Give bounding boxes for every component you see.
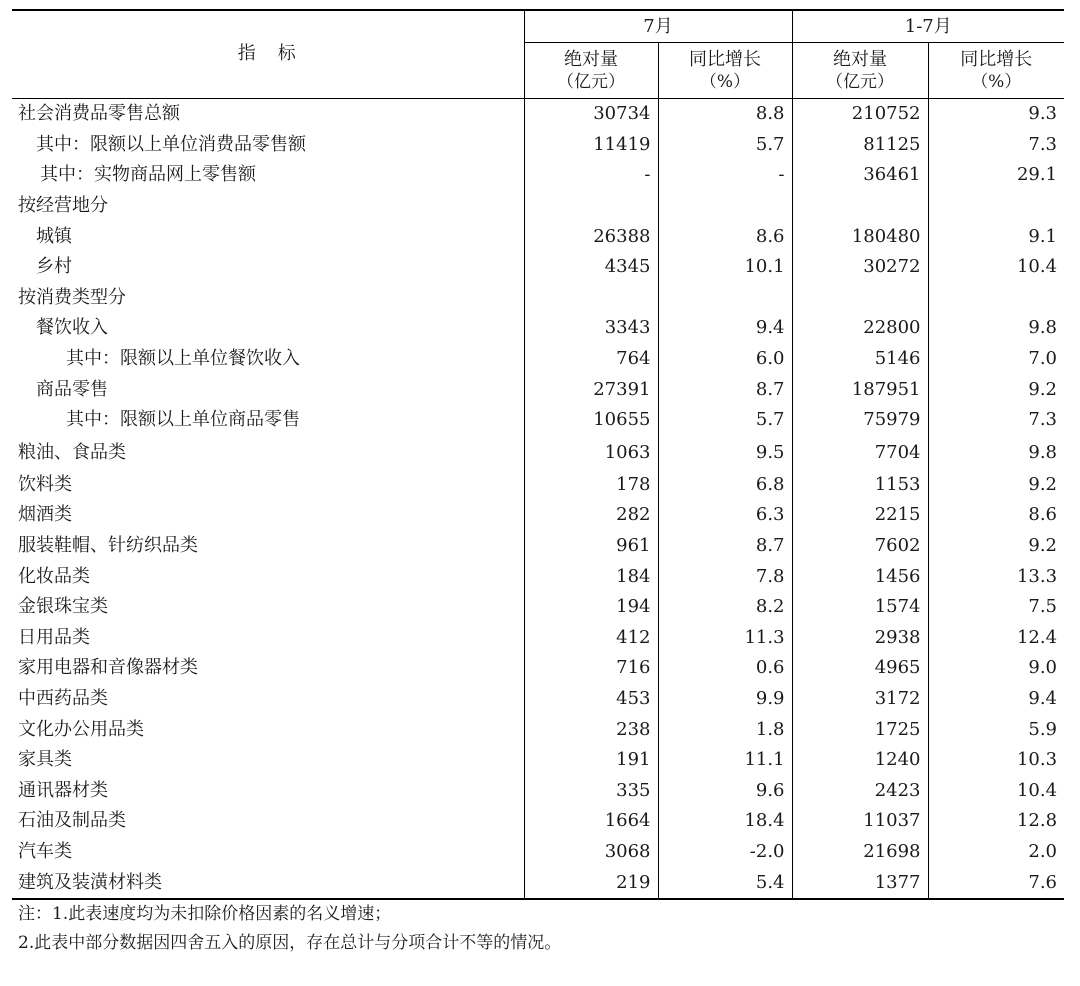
row-label: 按经营地分 [12,191,524,222]
month-abs-cell [524,283,658,314]
row-label: 其中：限额以上单位商品零售 [12,405,524,436]
month-growth-cell: 8.6 [658,221,792,252]
cumulative-abs-cell: 1240 [792,745,928,776]
row-label: 其中：实物商品网上零售额 [12,160,524,191]
month-growth-cell: 9.6 [658,775,792,806]
table-row [12,592,1064,623]
cumulative-abs-cell: 1456 [792,561,928,592]
month-abs-cell: 282 [524,500,658,531]
row-label: 社会消费品零售总额 [12,99,524,130]
table-row [12,500,1064,531]
row-label: 乡村 [12,252,524,283]
row-label: 文化办公用品类 [12,714,524,745]
cumulative-abs-cell: 75979 [792,405,928,436]
cumulative-abs-cell: 81125 [792,130,928,161]
cumulative-growth-cell [928,283,1064,314]
month-growth-cell: 9.9 [658,684,792,715]
table-row [12,344,1064,375]
cumulative-growth-cell: 9.0 [1028,657,1058,679]
table-row [12,653,1064,684]
table-row [12,623,1064,654]
table-row [12,684,1064,715]
month-growth-cell: 9.4 [658,313,792,344]
cumulative-abs-cell: 210752 [792,99,928,130]
abs-unit: （亿元） [557,71,625,92]
table-row [12,313,1064,344]
table-row [12,436,1064,470]
cumulative-growth-cell: 12.8 [1016,810,1058,832]
month-growth-cell: 18.4 [658,806,792,837]
month-group-header: 7月 [524,10,792,43]
month-abs-cell: 3068 [524,837,658,868]
row-label: 中西药品类 [12,684,524,715]
cumulative-growth-cell: 7.6 [928,867,1064,899]
growth-label: 同比增长 [689,48,761,70]
cumulative-growth-cell: 9.4 [1028,687,1058,709]
month-growth-cell [658,283,792,314]
month-growth-cell: 6.8 [658,470,792,501]
table-body [12,99,1064,899]
cumulative-growth-cell: 9.8 [1028,317,1058,339]
cumulative-abs-cell: 1377 [792,867,928,899]
row-label: 饮料类 [12,470,524,501]
row-label: 汽车类 [12,837,524,868]
month-abs-cell: 184 [524,561,658,592]
month-growth-cell: 8.7 [658,531,792,562]
month-abs-cell: 961 [524,531,658,562]
table-row [12,130,1064,161]
cumulative-abs-cell: 180480 [792,221,928,252]
indicator-header: 指 标 [12,10,524,99]
cumulative-abs-cell: 7602 [792,531,928,562]
table-row [12,531,1064,562]
month-growth-cell: 7.8 [658,561,792,592]
cumulative-growth-header [928,43,1064,99]
month-growth-cell: 11.3 [658,623,792,654]
row-label: 按消费类型分 [12,283,524,314]
cumulative-abs-cell: 187951 [792,374,928,405]
cumulative-growth-cell: 9.2 [1028,535,1058,557]
cumulative-abs-cell: 30272 [792,252,928,283]
cumulative-growth-cell: 29.1 [1016,164,1058,186]
cumulative-growth-cell: 10.4 [1016,256,1058,278]
row-label: 通讯器材类 [12,775,524,806]
growth-unit: （%） [699,71,751,92]
row-label: 餐饮收入 [12,313,524,344]
cumulative-abs-cell [792,283,928,314]
table-row [12,283,1064,314]
cumulative-abs-cell [792,191,928,222]
cumulative-growth-cell: 7.5 [1028,596,1058,618]
table-notes [18,900,561,958]
row-label: 粮油、食品类 [12,436,524,470]
month-growth-cell: 8.7 [658,374,792,405]
table-row [12,775,1064,806]
cumulative-growth-cell: 13.3 [1016,565,1058,587]
cumulative-growth-cell: 10.4 [1016,779,1058,801]
cumulative-growth-cell: 9.2 [1028,378,1058,400]
cumulative-growth-cell: 9.2 [1028,473,1058,495]
month-growth-cell: 11.1 [658,745,792,776]
month-abs-cell: - [524,160,658,191]
month-growth-cell: 8.8 [658,99,792,130]
month-abs-cell: 4345 [524,252,658,283]
note-2: 2.此表中部分数据因四舍五入的原因，存在总计与分项合计不等的情况。 [18,933,562,953]
table-row [12,221,1064,252]
month-abs-cell [524,191,658,222]
month-growth-cell: 6.0 [658,344,792,375]
month-abs-cell: 178 [524,470,658,501]
month-abs-cell: 10655 [524,405,658,436]
cumulative-growth-cell [928,191,1064,222]
cumulative-abs-cell: 11037 [792,806,928,837]
month-growth-cell: - [658,160,792,191]
cumulative-growth-cell: 9.8 [1028,441,1058,463]
month-growth-cell: 5.7 [658,130,792,161]
table-row [12,191,1064,222]
month-growth-cell: 6.3 [658,500,792,531]
cumulative-growth-cell: 8.6 [1028,504,1058,526]
abs-label: 绝对量 [833,48,888,70]
month-growth-cell: 1.8 [658,714,792,745]
cumulative-abs-cell: 21698 [792,837,928,868]
growth-unit: （%） [971,71,1022,92]
cumulative-growth-cell: 10.3 [1016,749,1058,771]
cumulative-growth-cell: 7.3 [1028,409,1058,431]
row-label: 其中：限额以上单位餐饮收入 [12,344,524,375]
table-row [12,837,1064,868]
row-label: 家用电器和音像器材类 [12,653,524,684]
table-row [12,374,1064,405]
table-row [12,405,1064,436]
row-label: 烟酒类 [12,500,524,531]
month-abs-cell: 30734 [524,99,658,130]
month-growth-cell: 8.2 [658,592,792,623]
cumulative-growth-cell: 9.3 [1028,103,1058,125]
cumulative-abs-cell: 1725 [792,714,928,745]
growth-label: 同比增长 [960,48,1033,70]
month-abs-cell: 11419 [524,130,658,161]
cumulative-growth-cell: 9.1 [1028,225,1058,247]
month-abs-cell: 26388 [524,221,658,252]
month-growth-cell: 0.6 [658,653,792,684]
cumulative-abs-cell: 5146 [792,344,928,375]
month-abs-cell: 1063 [524,436,658,470]
row-label: 石油及制品类 [12,806,524,837]
month-abs-cell: 335 [524,775,658,806]
month-growth-cell: 10.1 [658,252,792,283]
cumulative-growth-cell: 7.0 [1028,348,1058,370]
row-label: 家具类 [12,745,524,776]
cumulative-abs-cell: 36461 [792,160,928,191]
month-growth-cell [658,191,792,222]
month-abs-cell: 27391 [524,374,658,405]
table-row [12,745,1064,776]
month-abs-cell: 1664 [524,806,658,837]
note-1: 注：1.此表速度均为未扣除价格因素的名义增速； [18,904,392,924]
row-label: 其中：限额以上单位消费品零售额 [12,130,524,161]
row-label: 日用品类 [12,623,524,654]
month-abs-cell: 764 [524,344,658,375]
table-row [12,806,1064,837]
table-row [12,252,1064,283]
cumulative-abs-header [792,43,928,99]
month-abs-header [524,43,658,99]
table-row [12,160,1064,191]
cumulative-growth-cell: 5.9 [1028,718,1058,740]
month-abs-cell: 191 [524,745,658,776]
month-abs-cell: 453 [524,684,658,715]
month-abs-cell: 716 [524,653,658,684]
cumulative-growth-cell: 12.4 [1016,626,1058,648]
month-growth-cell: -2.0 [658,837,792,868]
table-row [12,867,1064,899]
cumulative-abs-cell: 1574 [792,592,928,623]
table-row [12,470,1064,501]
row-label: 服装鞋帽、针纺织品类 [12,531,524,562]
month-abs-cell: 238 [524,714,658,745]
cumulative-abs-cell: 2215 [792,500,928,531]
month-growth-header [658,43,792,99]
cumulative-growth-cell: 2.0 [1028,840,1058,862]
cumulative-abs-cell: 7704 [792,436,928,470]
month-growth-cell: 5.7 [658,405,792,436]
cumulative-abs-cell: 2423 [792,775,928,806]
month-abs-cell: 3343 [524,313,658,344]
cumulative-group-header: 1-7月 [792,10,1064,43]
cumulative-abs-cell: 1153 [792,470,928,501]
abs-unit: （亿元） [826,71,895,92]
cumulative-abs-cell: 3172 [792,684,928,715]
retail-sales-table [12,9,1064,900]
month-abs-cell: 219 [524,867,658,899]
cumulative-abs-cell: 4965 [792,653,928,684]
row-label: 城镇 [12,221,524,252]
month-growth-cell: 9.5 [658,436,792,470]
table-header [12,10,1064,99]
row-label: 商品零售 [12,374,524,405]
table-row [12,561,1064,592]
row-label: 建筑及装潢材料类 [12,867,524,899]
table-row [12,714,1064,745]
row-label: 化妆品类 [12,561,524,592]
retail-sales-table-wrap [12,9,1064,900]
cumulative-growth-cell: 7.3 [1028,133,1058,155]
cumulative-abs-cell: 2938 [792,623,928,654]
table-row [12,99,1064,130]
cumulative-abs-cell: 22800 [792,313,928,344]
month-abs-cell: 194 [524,592,658,623]
abs-label: 绝对量 [564,48,618,70]
row-label: 金银珠宝类 [12,592,524,623]
month-growth-cell: 5.4 [658,867,792,899]
month-abs-cell: 412 [524,623,658,654]
